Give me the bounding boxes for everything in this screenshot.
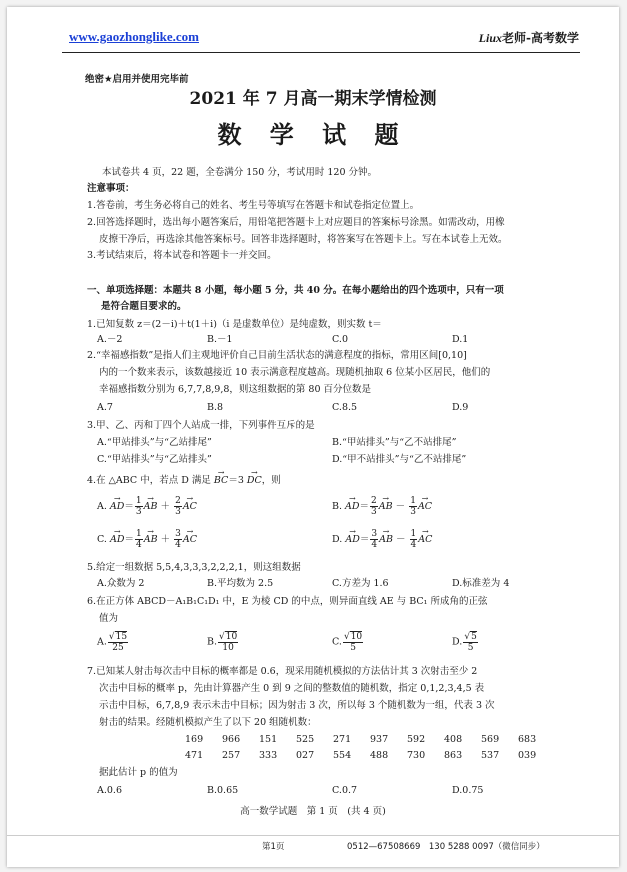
q3-stem: 3.甲、乙、丙和丁四个人站成一排，下列事件互斥的是	[87, 420, 315, 431]
q4-option-d	[332, 529, 432, 550]
random-number: 151	[259, 734, 278, 745]
vector-ad: → AD	[110, 534, 124, 546]
option-label: C.	[332, 636, 342, 648]
q2-line: 幸福感指数分别为 6,7,7,8,9,8，则这组数据的第 80 百分位数是	[99, 384, 372, 395]
numerator: √15	[108, 632, 128, 642]
fraction	[218, 631, 238, 653]
radicand: 10	[225, 632, 238, 642]
q6-line: 6.在正方体 ABCD－A₁B₁C₁D₁ 中，E 为棱 CD 的中点，则异面直线 AE 与 BC₁ 所成角的正弦	[87, 596, 488, 607]
radicand: 5	[471, 632, 477, 642]
vector-ac: → AC	[418, 501, 432, 513]
section-heading-cont: 是符合题目要求的。	[101, 301, 187, 312]
numerator: 1	[135, 496, 142, 506]
random-number: 730	[407, 750, 426, 761]
q1-option-b: B.－1	[207, 334, 233, 345]
fraction	[343, 631, 363, 653]
note-item: 2.回答选择题时，选出每小题答案后，用铅笔把答题卡上对应题目的答案标号涂黑。如需改动，用橡	[87, 217, 505, 228]
fraction	[410, 529, 418, 550]
q3-option-c: C.“甲站排头”与“乙站排头”	[97, 454, 212, 465]
exam-subject: 数 学 试 题	[217, 120, 409, 149]
vector-bc: → BC	[214, 475, 228, 487]
q4-stem-text: ，则	[261, 475, 281, 486]
q4-stem-text: ＝3	[228, 475, 247, 486]
q5-stem: 5.给定一组数据 5,5,4,3,3,3,2,2,2,1，则这组数据	[87, 562, 301, 573]
q1-stem: 1.已知复数 z＝(2－i)＋t(1＋i)（i 是虚数单位）是纯虚数，则实数 t＝	[87, 319, 382, 330]
random-number: 569	[481, 734, 500, 745]
denominator: 4	[410, 540, 417, 550]
vector-ab: → AB	[379, 534, 393, 546]
q4-option-a	[97, 496, 197, 517]
q6-option-c	[332, 631, 364, 653]
option-label: D.	[452, 636, 463, 648]
q5-option-b: B.平均数为 2.5	[207, 578, 274, 589]
option-label: D.	[332, 534, 343, 545]
random-number: 592	[407, 734, 426, 745]
random-number: 863	[444, 750, 463, 761]
contact-info: 0512—67508669 130 5288 0097（微信同步）	[347, 842, 545, 852]
exam-page	[7, 7, 619, 867]
numerator: 1	[410, 529, 417, 539]
notes-heading: 注意事项：	[87, 183, 135, 194]
q7-option-a: A.0.6	[97, 785, 122, 796]
q7-line: 射击的结果。经随机模拟产生了以下 20 组随机数：	[99, 717, 317, 728]
vector-ad: → AD	[345, 501, 359, 513]
q5-option-c: C.方差为 1.6	[332, 578, 389, 589]
vector-ab: → AB	[379, 501, 393, 513]
op-eq: ＝	[124, 534, 134, 545]
website-link[interactable]: www.gaozhonglike.com	[69, 29, 199, 44]
random-number: 966	[222, 734, 241, 745]
denominator: 3	[371, 507, 377, 517]
random-number: 027	[296, 750, 315, 761]
note-item: 3.考试结束后，将本试卷和答题卡一并交回。	[87, 250, 277, 261]
op-eq: ＝	[359, 501, 370, 512]
q2-option-b: B.8	[207, 402, 224, 413]
header-divider	[62, 52, 580, 53]
random-number: 169	[185, 734, 204, 745]
q1-option-d: D.1	[452, 334, 469, 345]
denominator: 4	[135, 540, 142, 550]
op-eq: ＝	[359, 534, 370, 545]
random-number: 683	[518, 734, 537, 745]
vector-ac: → AC	[183, 534, 197, 546]
numerator: √10	[219, 632, 238, 642]
random-number: 937	[370, 734, 389, 745]
q1-option-c: C.0	[332, 334, 348, 345]
q7-ask: 据此估计 p 的值为	[99, 767, 178, 778]
option-label: C.	[97, 534, 107, 545]
q6-option-a	[97, 631, 129, 653]
q2-line: 内的一个数来表示，该数越接近 10 表示满意程度越高。现随机抽取 6 位某小区居民，他们的	[99, 367, 491, 378]
numerator: √5	[464, 632, 477, 642]
teacher-name: Liux	[478, 31, 503, 45]
footer-divider	[7, 835, 619, 836]
op-plus: ＋	[160, 534, 171, 545]
teacher-rest: 老师-高考数学	[502, 31, 579, 45]
fraction	[108, 631, 128, 653]
vector-ac: → AC	[183, 501, 197, 513]
denominator: 5	[467, 643, 474, 653]
fraction	[135, 529, 143, 550]
vector-ad: → AD	[110, 501, 124, 513]
fraction	[174, 496, 182, 517]
q7-option-d: D.0.75	[452, 785, 484, 796]
radicand: 10	[350, 632, 363, 642]
numerator: 3	[175, 529, 181, 539]
teacher-brand	[479, 29, 579, 46]
fraction	[135, 496, 143, 517]
random-number: 554	[333, 750, 352, 761]
confidential-note: 绝密★启用并使用完毕前	[85, 74, 189, 85]
radicand: 15	[115, 632, 128, 642]
q2-option-d: D.9	[452, 402, 469, 413]
numerator: √10	[343, 632, 363, 642]
numerator: 2	[175, 496, 181, 506]
q3-option-b: B.“甲站排头”与“乙不站排尾”	[332, 437, 457, 448]
q7-option-c: C.0.7	[332, 785, 358, 796]
q4-option-b	[332, 496, 432, 517]
numerator: 3	[371, 529, 378, 539]
random-number: 271	[333, 734, 352, 745]
fraction	[370, 496, 378, 517]
fraction	[370, 529, 378, 550]
q7-option-b: B.0.65	[207, 785, 239, 796]
q4-stem-text: 4.在 △ABC 中，若点 D 满足	[87, 475, 214, 486]
random-number: 333	[259, 750, 278, 761]
denominator: 3	[135, 507, 142, 517]
q7-line: 示击中目标，6,7,8,9 表示未击中目标；因为射击 3 次，所以每 3 个随机数为一组，代表 3 次	[99, 700, 495, 711]
note-item: 1.答卷前，考生务必将自己的姓名、考生号等填写在答题卡和试卷指定位置上。	[87, 200, 420, 211]
q3-option-d: D.“甲不站排头”与“乙不站排尾”	[332, 454, 467, 465]
op-plus: ＋	[160, 501, 171, 512]
denominator: 10	[222, 643, 234, 653]
q4-option-c	[97, 529, 197, 550]
denominator: 5	[350, 643, 356, 653]
q5-option-a: A.众数为 2	[97, 578, 145, 589]
q6-line: 值为	[99, 613, 119, 624]
random-number: 471	[185, 750, 204, 761]
exam-title: 2021 年 7 月高一期末学情检测	[189, 89, 437, 109]
random-number: 537	[481, 750, 500, 761]
page-footer-label: 高一数学试题 第 1 页 (共 4 页)	[240, 806, 386, 817]
fraction	[409, 496, 417, 517]
fraction	[463, 631, 477, 653]
random-number: 257	[222, 750, 241, 761]
random-number: 408	[444, 734, 463, 745]
numerator: 1	[410, 496, 416, 506]
op-minus: －	[395, 501, 406, 512]
q1-option-a: A.－2	[97, 334, 123, 345]
option-label: A.	[97, 636, 107, 648]
vector-ab: → AB	[144, 501, 158, 513]
q2-line: 2.“幸福感指数”是指人们主观地评价自己目前生活状态的满意程度的指标，常用区间[0,10]	[87, 350, 467, 361]
op-eq: ＝	[124, 501, 134, 512]
denominator: 4	[175, 540, 181, 550]
random-number: 488	[370, 750, 389, 761]
bottom-page-number: 第1页	[262, 842, 285, 852]
vector-dc: → DC	[247, 475, 262, 487]
q6-option-b	[207, 631, 239, 653]
vector-ad: → AD	[345, 534, 359, 546]
fraction	[174, 529, 182, 550]
random-row	[185, 734, 555, 746]
q3-option-a: A.“甲站排头”与“乙站排尾”	[97, 437, 212, 448]
vector-ac: → AC	[418, 534, 432, 546]
intro-text: 本试卷共 4 页，22 题，全卷满分 150 分，考试用时 120 分钟。	[102, 167, 378, 178]
option-label: B.	[207, 636, 218, 648]
q5-option-d: D.标准差为 4	[452, 578, 510, 589]
denominator: 3	[175, 507, 181, 517]
numerator: 1	[135, 529, 142, 539]
section-heading: 一、单项选择题：本题共 8 小题，每小题 5 分，共 40 分。在每小题给出的四个选项中，只有一项	[87, 285, 504, 296]
q4-stem	[87, 475, 281, 487]
q6-option-d	[452, 631, 479, 653]
vector-ab: → AB	[144, 534, 158, 546]
random-number: 525	[296, 734, 315, 745]
op-minus: －	[395, 534, 406, 545]
random-row	[185, 750, 555, 762]
denominator: 4	[371, 540, 378, 550]
option-label: A.	[97, 501, 107, 512]
random-number: 039	[518, 750, 537, 761]
numerator: 2	[371, 496, 377, 506]
q2-option-c: C.8.5	[332, 402, 358, 413]
q7-line: 7.已知某人射击每次击中目标的概率都是 0.6，现采用随机模拟的方法估计其 3 次射击至少 2	[87, 666, 478, 677]
q7-line: 次击中目标的概率 p，先由计算器产生 0 到 9 之间的整数值的随机数，指定 0,1,2,3,4,5 表	[99, 683, 485, 694]
denominator: 25	[112, 643, 124, 653]
denominator: 3	[410, 507, 416, 517]
note-item: 皮擦干净后，再选涂其他答案标号。回答非选择题时，将答案写在答题卡上。写在本试卷上无效。	[99, 234, 508, 245]
option-label: B.	[332, 501, 343, 512]
q2-option-a: A.7	[97, 402, 113, 413]
